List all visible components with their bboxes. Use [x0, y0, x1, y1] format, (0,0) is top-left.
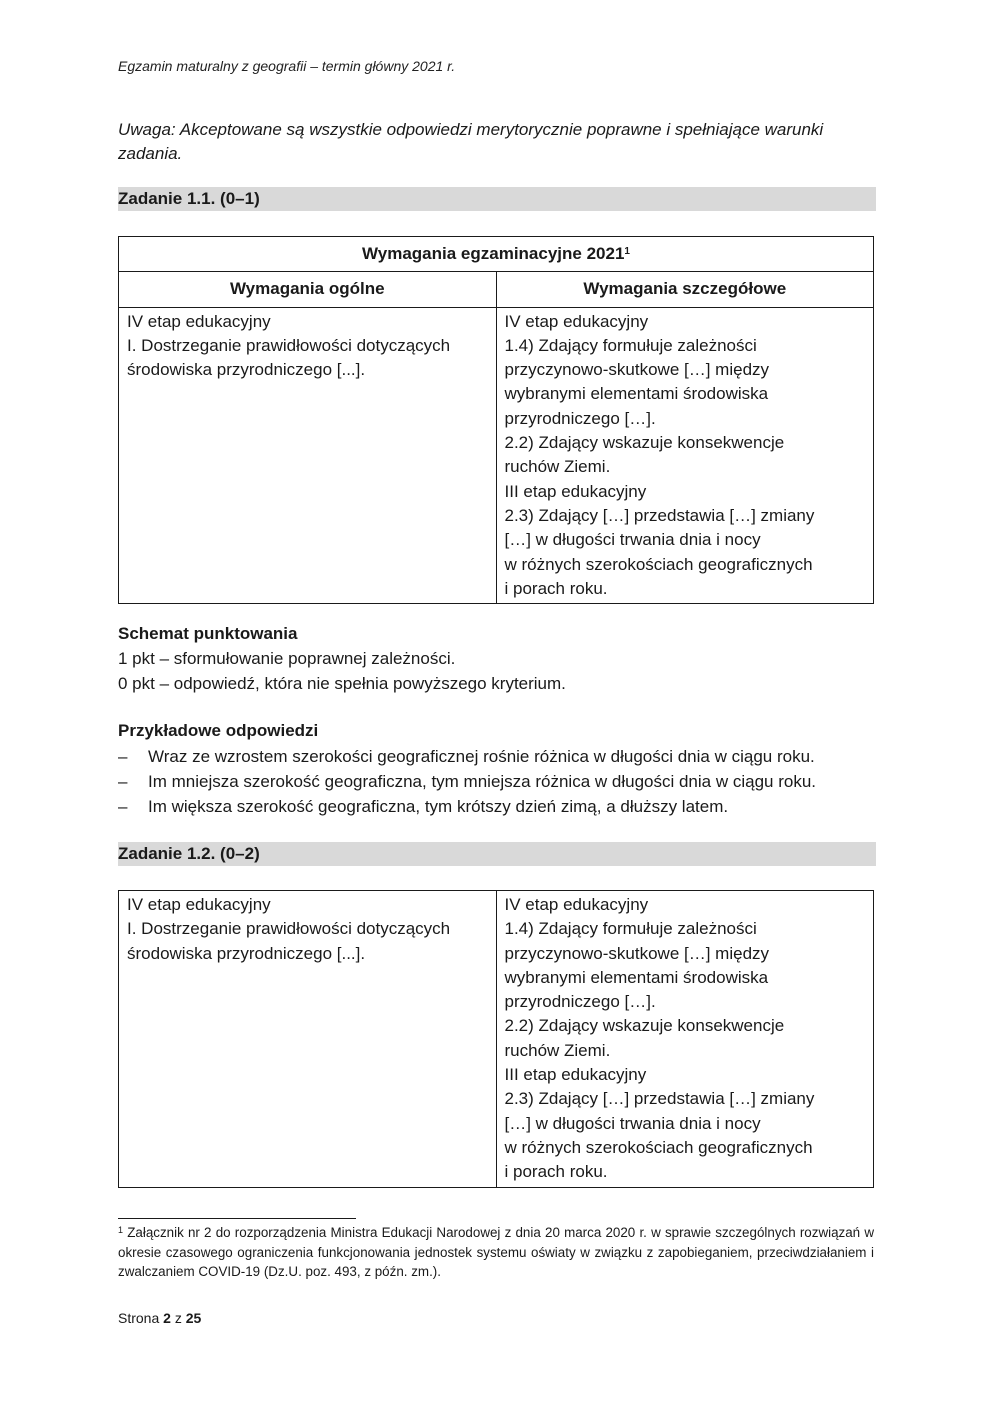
text-line: 1.4) Zdający formułuje zależności [504, 335, 757, 355]
footnote [118, 1223, 874, 1282]
page-header: Egzamin maturalny z geografii – termin główny 2021 r. [118, 58, 456, 74]
text-line: 1.4) Zdający formułuje zależności [504, 919, 757, 939]
page-total: 25 [185, 1310, 202, 1326]
page-label: Strona [118, 1310, 160, 1326]
footnote-text: Załącznik nr 2 do rozporządzenia Ministra Edukacji Narodowej z dnia 20 marca 2020 r. w sprawie szczególnych rozwiązań w okresie czasowego ograniczenia funkcjonowania jednostek systemu oświaty w związku z zapobieganiem, przeciwdziałaniem i zwalczaniem COVID-19 (Dz.U. poz. 493, z późn. zm.). [118, 1225, 874, 1279]
text-line: IV etap edukacyjny [504, 895, 649, 914]
general-requirements-cell [119, 891, 497, 1188]
detailed-requirements-cell [496, 891, 874, 1188]
text-line: III etap edukacyjny [504, 1065, 647, 1085]
text-line: środowiska przyrodniczego [...]. [127, 360, 366, 380]
scoring-title: Schemat punktowania [118, 624, 298, 643]
requirements-table-1 [118, 236, 874, 604]
text-line: ruchów Ziemi. [504, 1040, 611, 1060]
examples-title: Przykładowe odpowiedzi [118, 721, 319, 740]
task-1-1-title: Zadanie 1.1. (0–1) [118, 187, 876, 211]
text-line: I. Dostrzeganie prawidłowości dotyczących [127, 335, 451, 355]
page-sep: z [174, 1310, 182, 1326]
example-text: Im większa szerokość geograficzna, tym krótszy dzień zimą, a dłuższy latem. [148, 797, 729, 816]
text-line: przyczynowo-skutkowe […] między [504, 360, 770, 380]
text-line: środowiska przyrodniczego [...]. [127, 943, 366, 963]
list-item [118, 794, 816, 819]
scoring-item: 1 pkt – sformułowanie poprawnej zależności. [118, 649, 456, 668]
table-title-text: Wymagania egzaminacyjne 2021 [362, 244, 625, 263]
text-line: przyczynowo-skutkowe […] między [504, 943, 770, 963]
text-line: 2.3) Zdający […] przedstawia […] zmiany [504, 505, 815, 525]
dash: – [118, 772, 128, 791]
text-line: IV etap edukacyjny [127, 895, 271, 914]
text-line: IV etap edukacyjny [504, 311, 649, 331]
list-item [118, 744, 816, 769]
text-line: IV etap edukacyjny [127, 311, 271, 331]
text-line: w różnych szerokościach geograficznych [504, 554, 813, 574]
footnote-mark: 1 [118, 1225, 124, 1235]
table-title [119, 237, 874, 272]
text-line: przyrodniczego […]. [504, 408, 656, 428]
scoring-item: 0 pkt – odpowiedź, która nie spełnia powyższego kryterium. [118, 673, 566, 693]
example-text: Wraz ze wzrostem szerokości geograficznej rośnie różnica w długości dnia w ciągu roku. [148, 747, 815, 766]
text-line: 2.3) Zdający […] przedstawia […] zmiany [504, 1089, 815, 1109]
text-line: i porach roku. [504, 578, 608, 598]
task-1-2-title: Zadanie 1.2. (0–2) [118, 842, 876, 866]
text-line: […] w długości trwania dnia i nocy [504, 1113, 761, 1133]
scoring-list [118, 647, 566, 696]
examples-list [118, 744, 816, 819]
text-line: przyrodniczego […]. [504, 992, 656, 1012]
text-line: wybranymi elementami środowiska [504, 967, 769, 987]
footnote-divider [118, 1218, 356, 1219]
text-line: ruchów Ziemi. [504, 457, 611, 477]
col-general-header: Wymagania ogólne [119, 272, 497, 307]
example-text: Im mniejsza szerokość geograficzna, tym mniejsza różnica w długości dnia w ciągu roku. [148, 772, 816, 791]
requirements-table-2 [118, 890, 874, 1188]
text-line: w różnych szerokościach geograficznych [504, 1137, 813, 1157]
page-current: 2 [163, 1310, 171, 1326]
detailed-requirements-cell [496, 307, 874, 604]
text-line: i porach roku. [504, 1162, 608, 1182]
col-detailed-header: Wymagania szczegółowe [496, 272, 874, 307]
dash: – [118, 747, 128, 766]
dash: – [118, 797, 128, 816]
general-requirements-cell [119, 307, 497, 604]
text-line: wybranymi elementami środowiska [504, 384, 769, 404]
page-number [118, 1310, 201, 1326]
text-line: I. Dostrzeganie prawidłowości dotyczących [127, 919, 451, 939]
text-line: III etap edukacyjny [504, 481, 647, 501]
note: Uwaga: Akceptowane są wszystkie odpowiedzi merytorycznie poprawne i spełniające warunki zadania. [118, 120, 824, 163]
footnote-ref: 1 [624, 246, 630, 257]
text-line: […] w długości trwania dnia i nocy [504, 530, 761, 550]
text-line: 2.2) Zdający wskazuje konsekwencje [504, 433, 785, 453]
list-item [118, 769, 816, 794]
text-line: 2.2) Zdający wskazuje konsekwencje [504, 1016, 785, 1036]
